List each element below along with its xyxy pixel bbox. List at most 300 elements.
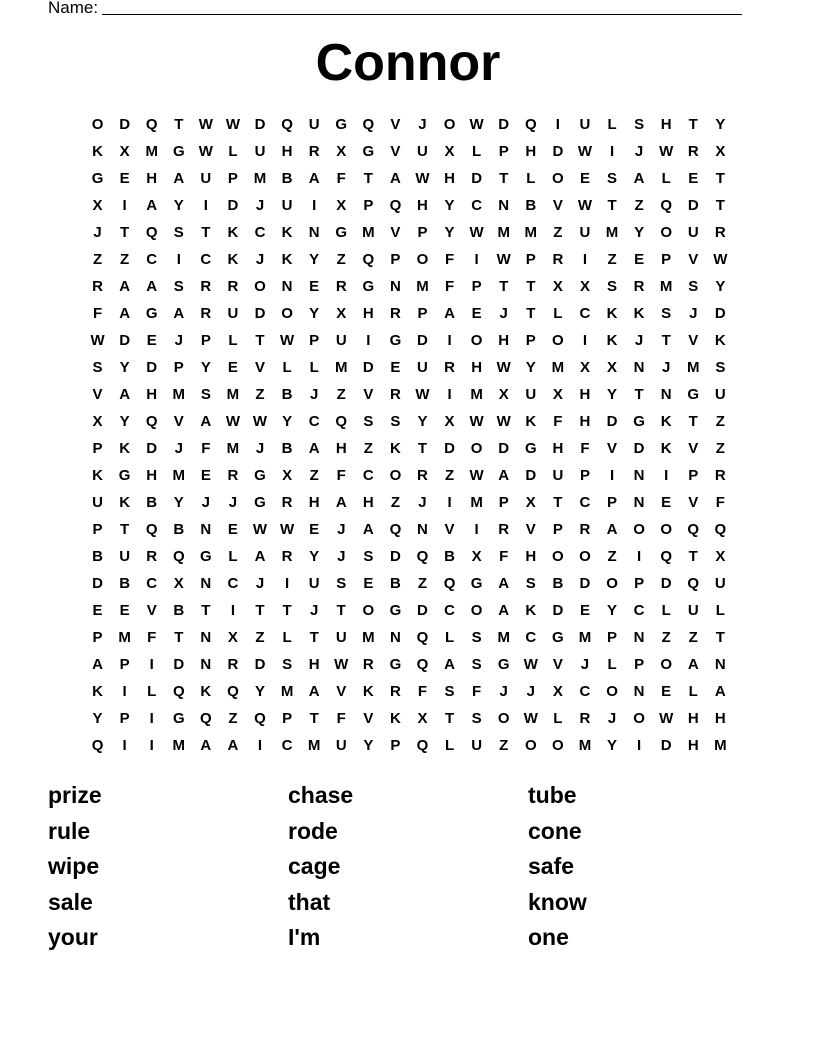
grid-letter: W [496, 413, 511, 430]
grid-letter: A [254, 548, 266, 565]
grid-letter: S [471, 656, 482, 673]
grid-row [84, 111, 734, 138]
grid-letter: R [389, 386, 401, 403]
grid-letter: N [417, 521, 428, 538]
grid-letter: Y [309, 251, 320, 268]
grid-letter: A [498, 467, 510, 484]
grid-letter: V [390, 143, 401, 160]
grid-letter: H [660, 116, 672, 133]
grid-letter: I [149, 737, 154, 754]
grid-letter: W [280, 521, 295, 538]
grid-letter: S [363, 548, 374, 565]
grid-letter: G [470, 575, 483, 592]
grid-letter: X [579, 278, 590, 295]
word-list-item: wipe [48, 853, 100, 879]
grid-letter: C [227, 575, 239, 592]
grid-letter: U [687, 602, 699, 619]
word-list-item: rule [48, 817, 91, 844]
grid-letter: L [661, 602, 671, 619]
grid-letter: X [579, 359, 590, 376]
grid-letter: F [417, 683, 428, 700]
grid-letter: A [498, 602, 510, 619]
grid-letter: O [497, 710, 510, 727]
grid-letter: D [606, 413, 618, 430]
grid-letter: L [553, 305, 563, 322]
grid-letter: C [146, 575, 158, 592]
grid-letter: Z [553, 224, 563, 241]
grid-letter: T [688, 413, 698, 430]
grid-letter: T [607, 197, 617, 214]
grid-letter: B [173, 602, 185, 619]
grid-letter: R [714, 467, 726, 484]
grid-letter: G [335, 224, 348, 241]
grid-letter: Z [634, 197, 644, 214]
grid-letter: M [226, 440, 240, 457]
grid-letter: R [281, 494, 293, 511]
grid-letter: L [282, 359, 292, 376]
grid-letter: I [582, 332, 588, 349]
grid-letter: Z [417, 575, 428, 592]
grid-letter: A [687, 656, 699, 673]
grid-letter: Y [607, 737, 618, 754]
grid-letter: J [337, 548, 346, 565]
grid-letter: M [578, 737, 592, 754]
grid-letter: L [309, 359, 319, 376]
grid-letter: X [552, 683, 563, 700]
grid-letter: U [308, 575, 320, 592]
grid-letter: C [525, 629, 537, 646]
grid-letter: N [660, 386, 672, 403]
grid-letter: M [714, 737, 727, 754]
word-list-item: rode [288, 817, 338, 844]
grid-letter: R [200, 305, 212, 322]
grid-letter: E [579, 170, 590, 187]
grid-letter: T [526, 278, 536, 295]
grid-letter: K [119, 494, 131, 511]
grid-letter: M [551, 359, 565, 376]
grid-letter: O [552, 332, 564, 349]
grid-letter: S [525, 575, 536, 592]
grid-letter: Z [120, 251, 130, 268]
grid-letter: J [174, 332, 183, 349]
grid-letter: L [228, 332, 238, 349]
grid-letter: I [257, 737, 263, 754]
grid-row [84, 651, 734, 678]
grid-letter: H [687, 737, 699, 754]
grid-letter: F [336, 710, 346, 727]
grid-letter: Y [525, 359, 536, 376]
grid-letter: Y [309, 548, 320, 565]
grid-letter: B [173, 521, 185, 538]
grid-letter: S [688, 278, 699, 295]
grid-row [84, 219, 734, 246]
grid-letter: S [92, 359, 103, 376]
grid-letter: J [228, 494, 238, 511]
grid-letter: D [471, 170, 483, 187]
name-blank-line [102, 0, 742, 15]
grid-letter: U [227, 305, 239, 322]
grid-letter: H [308, 494, 320, 511]
word-list-item: one [528, 924, 569, 950]
word-column [288, 778, 528, 956]
grid-letter: E [227, 521, 238, 538]
grid-letter: H [335, 440, 347, 457]
grid-letter: T [715, 197, 725, 214]
grid-letter: L [282, 629, 292, 646]
grid-letter: M [416, 278, 429, 295]
grid-letter: A [146, 278, 158, 295]
puzzle-title: Connor [315, 34, 501, 92]
grid-letter: N [308, 224, 320, 241]
grid-letter: T [255, 602, 265, 619]
grid-row [84, 408, 734, 435]
grid-letter: O [552, 737, 564, 754]
grid-letter: P [119, 656, 130, 673]
grid-letter: J [526, 683, 535, 700]
grid-letter: S [471, 629, 482, 646]
grid-letter: W [577, 197, 593, 214]
grid-letter: W [415, 386, 430, 403]
grid-letter: W [496, 251, 511, 268]
grid-letter: P [282, 710, 293, 727]
grid-letter: V [688, 332, 699, 349]
grid-letter: T [688, 116, 698, 133]
grid-letter: E [661, 683, 672, 700]
grid-row [84, 570, 734, 597]
grid-letter: U [579, 224, 591, 241]
grid-letter: W [334, 656, 349, 673]
grid-letter: P [634, 575, 645, 592]
grid-row [84, 435, 734, 462]
grid-letter: H [552, 440, 564, 457]
word-list-item: chase [288, 782, 354, 808]
grid-row [84, 597, 734, 624]
grid-letter: P [417, 305, 428, 322]
grid-row [84, 678, 734, 705]
grid-letter: R [633, 278, 645, 295]
grid-letter: P [525, 251, 536, 268]
grid-letter: B [146, 494, 158, 511]
grid-letter: V [390, 116, 401, 133]
grid-letter: O [362, 602, 375, 619]
grid-letter: B [552, 575, 564, 592]
grid-letter: V [552, 197, 563, 214]
grid-letter: Q [660, 548, 673, 565]
grid-letter: T [309, 710, 319, 727]
grid-letter: R [146, 548, 158, 565]
grid-letter: R [200, 278, 212, 295]
grid-letter: Y [715, 278, 726, 295]
grid-letter: F [336, 170, 346, 187]
grid-letter: C [471, 197, 483, 214]
grid-row [84, 381, 734, 408]
grid-letter: M [659, 278, 673, 295]
grid-letter: C [308, 413, 320, 430]
grid-letter: M [172, 386, 186, 403]
grid-letter: G [254, 494, 266, 511]
grid-letter: Q [524, 116, 537, 133]
grid-letter: L [472, 143, 482, 160]
grid-letter: H [498, 332, 510, 349]
grid-letter: N [633, 359, 645, 376]
grid-letter: X [173, 575, 184, 592]
grid-letter: J [418, 116, 427, 133]
grid-letter: I [149, 710, 154, 727]
grid-letter: M [307, 737, 321, 754]
grid-letter: T [282, 602, 292, 619]
grid-letter: K [200, 683, 212, 700]
grid-letter: S [200, 386, 211, 403]
word-column [48, 778, 288, 956]
grid-letter: E [200, 467, 211, 484]
grid-letter: T [417, 440, 428, 457]
grid-letter: W [469, 467, 484, 484]
grid-letter: I [664, 467, 669, 484]
grid-letter: B [281, 386, 293, 403]
grid-letter: A [173, 305, 185, 322]
grid-letter: O [552, 170, 564, 187]
grid-letter: X [444, 143, 455, 160]
grid-letter: I [122, 737, 127, 754]
grid-letter: I [637, 548, 642, 565]
grid-letter: I [582, 251, 588, 268]
grid-row [84, 705, 734, 732]
grid-letter: U [417, 359, 428, 376]
grid-letter: P [607, 629, 618, 646]
grid-letter: D [417, 332, 428, 349]
grid-letter: R [579, 710, 591, 727]
grid-letter: P [363, 197, 374, 214]
word-list-item: your [48, 924, 98, 950]
grid-letter: B [525, 197, 537, 214]
grid-letter: I [609, 143, 615, 160]
grid-letter: A [92, 656, 103, 673]
grid-letter: M [605, 224, 619, 241]
grid-letter: X [336, 197, 347, 214]
grid-letter: W [713, 251, 728, 268]
grid-letter: T [336, 602, 346, 619]
grid-letter: S [363, 413, 374, 430]
grid-letter: U [417, 143, 428, 160]
grid-row [84, 543, 734, 570]
grid-letter: Z [255, 386, 265, 403]
grid-letter: N [200, 521, 212, 538]
grid-letter: J [309, 602, 319, 619]
grid-letter: G [91, 170, 104, 187]
grid-letter: T [444, 710, 455, 727]
grid-letter: N [200, 629, 212, 646]
grid-letter: S [607, 170, 618, 187]
grid-letter: Z [607, 251, 617, 268]
grid-letter: R [417, 467, 428, 484]
grid-letter: T [201, 602, 211, 619]
grid-letter: D [498, 440, 510, 457]
grid-letter: K [714, 332, 726, 349]
grid-letter: V [688, 494, 699, 511]
grid-letter: J [499, 683, 508, 700]
grid-letter: Q [714, 521, 727, 538]
grid-letter: U [308, 116, 320, 133]
grid-letter: S [661, 305, 672, 322]
grid-letter: M [118, 629, 131, 646]
grid-letter: E [579, 602, 590, 619]
grid-letter: Y [417, 413, 428, 430]
grid-letter: O [470, 602, 483, 619]
grid-letter: B [281, 170, 293, 187]
grid-letter: W [659, 143, 674, 160]
grid-letter: G [389, 602, 402, 619]
grid-letter: V [255, 359, 266, 376]
grid-letter: Z [255, 629, 265, 646]
grid-letter: E [119, 170, 130, 187]
grid-letter: Z [688, 629, 698, 646]
grid-letter: E [688, 170, 699, 187]
grid-letter: N [498, 197, 510, 214]
grid-letter: L [715, 602, 725, 619]
grid-letter: A [444, 305, 455, 322]
grid-letter: T [174, 116, 184, 133]
grid-letter: K [92, 467, 103, 484]
grid-letter: H [525, 143, 537, 160]
grid-letter: R [444, 359, 455, 376]
grid-letter: O [606, 683, 618, 700]
grid-letter: H [579, 413, 591, 430]
grid-letter: T [201, 224, 211, 241]
grid-row [84, 327, 734, 354]
grid-letter: R [227, 656, 239, 673]
grid-letter: E [363, 575, 374, 592]
grid-letter: J [499, 305, 508, 322]
grid-letter: S [336, 575, 347, 592]
grid-letter: O [389, 467, 402, 484]
grid-letter: Q [145, 413, 158, 430]
grid-letter: W [252, 413, 268, 430]
grid-letter: N [389, 278, 401, 295]
grid-letter: D [714, 305, 726, 322]
grid-letter: U [579, 116, 591, 133]
grid-letter: J [255, 197, 265, 214]
grid-letter: F [336, 467, 346, 484]
grid-letter: H [281, 143, 293, 160]
grid-letter: R [498, 521, 510, 538]
grid-letter: J [337, 521, 346, 538]
grid-letter: O [470, 440, 483, 457]
grid-letter: O [443, 116, 456, 133]
grid-letter: Q [687, 521, 700, 538]
grid-letter: H [146, 467, 158, 484]
grid-letter: T [715, 170, 725, 187]
grid-letter: H [362, 494, 374, 511]
grid-letter: G [172, 710, 185, 727]
grid-letter: S [282, 656, 293, 673]
word-list-item: prize [48, 782, 102, 808]
grid-row [84, 354, 734, 381]
grid-letter: L [147, 683, 157, 700]
grid-letter: N [200, 656, 212, 673]
grid-letter: Q [416, 629, 429, 646]
word-list-item: know [528, 888, 587, 915]
grid-letter: J [607, 710, 617, 727]
grid-letter: U [335, 737, 347, 754]
word-list-item: that [288, 888, 331, 915]
grid-letter: E [119, 602, 130, 619]
grid-letter: H [308, 656, 320, 673]
grid-letter: Q [145, 116, 158, 133]
grid-letter: Z [390, 494, 400, 511]
grid-letter: Y [282, 413, 293, 430]
grid-letter: P [200, 332, 211, 349]
grid-letter: R [389, 305, 401, 322]
grid-letter: K [227, 251, 239, 268]
grid-letter: D [525, 467, 537, 484]
grid-letter: Z [228, 710, 238, 727]
grid-letter: K [92, 683, 103, 700]
grid-letter: I [447, 332, 452, 349]
grid-letter: I [285, 575, 290, 592]
grid-letter: P [552, 521, 563, 538]
grid-letter: W [659, 710, 674, 727]
grid-letter: W [198, 116, 213, 133]
grid-letter: K [389, 710, 401, 727]
grid-letter: Z [92, 251, 103, 268]
grid-letter: B [92, 548, 103, 565]
grid-letter: G [145, 305, 158, 322]
grid-letter: G [687, 386, 700, 403]
grid-letter: P [119, 710, 130, 727]
grid-letter: M [578, 629, 592, 646]
grid-letter: Y [92, 710, 103, 727]
grid-letter: L [688, 683, 698, 700]
grid-letter: R [389, 683, 401, 700]
grid-letter: B [281, 440, 293, 457]
grid-letter: D [687, 197, 699, 214]
grid-letter: L [526, 170, 536, 187]
grid-letter: A [119, 305, 131, 322]
grid-letter: D [660, 737, 672, 754]
grid-letter: Y [715, 116, 726, 133]
grid-letter: U [119, 548, 131, 565]
grid-letter: N [633, 683, 645, 700]
grid-letter: T [499, 170, 509, 187]
grid-letter: U [254, 143, 266, 160]
grid-letter: A [308, 440, 320, 457]
grid-letter: N [633, 494, 645, 511]
grid-letter: V [363, 710, 374, 727]
grid-letter: W [198, 143, 213, 160]
grid-letter: N [389, 629, 401, 646]
grid-letter: Z [661, 629, 671, 646]
grid-letter: V [688, 251, 699, 268]
grid-letter: X [336, 143, 347, 160]
grid-letter: Z [309, 467, 319, 484]
grid-letter: D [552, 143, 564, 160]
grid-letter: W [225, 413, 241, 430]
grid-letter: H [579, 386, 591, 403]
grid-letter: T [255, 332, 265, 349]
grid-letter: Q [443, 575, 456, 592]
grid-letter: T [499, 278, 509, 295]
grid-letter: L [661, 170, 671, 187]
grid-letter: X [471, 548, 482, 565]
grid-letter: A [308, 683, 320, 700]
grid-letter: A [173, 170, 185, 187]
grid-letter: M [497, 629, 510, 646]
grid-letter: Q [389, 521, 402, 538]
grid-letter: D [173, 656, 185, 673]
grid-letter: P [688, 467, 699, 484]
grid-letter: Y [607, 602, 618, 619]
grid-letter: N [633, 467, 645, 484]
